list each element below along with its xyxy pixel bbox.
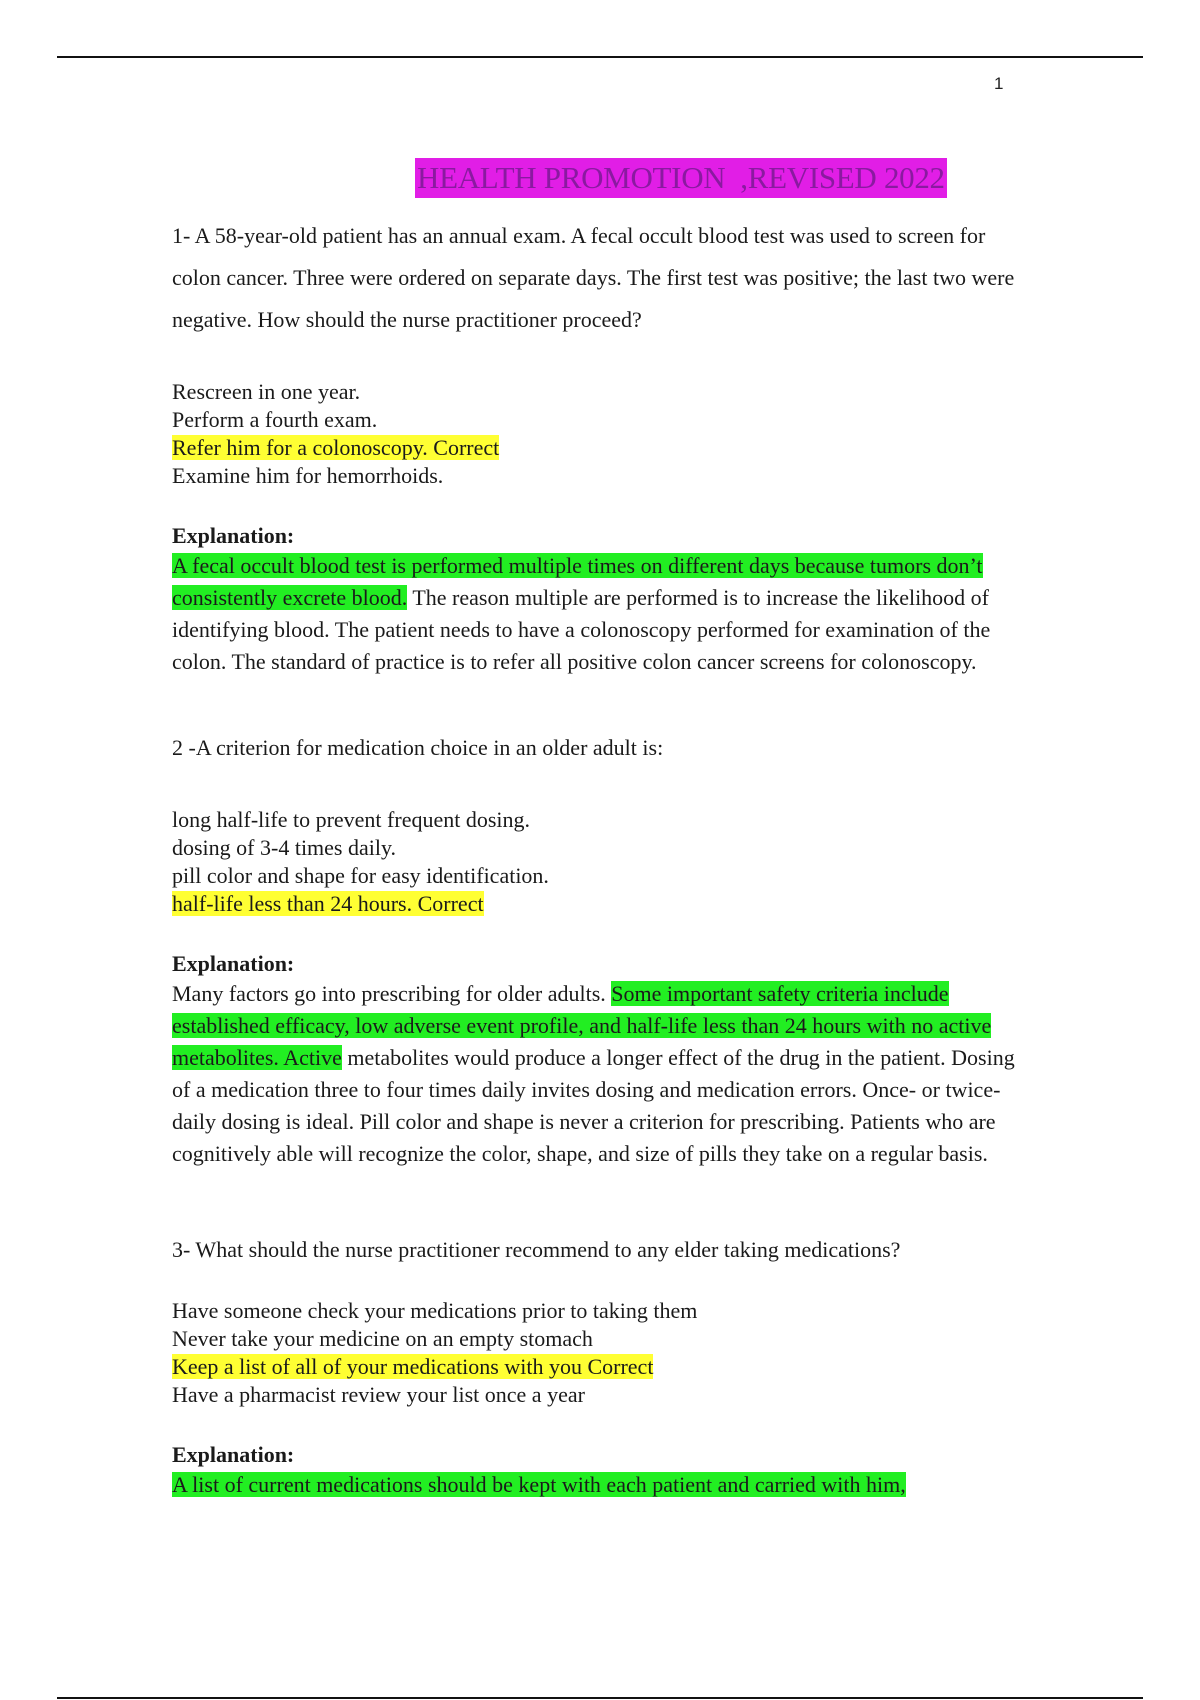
question-2-options: [172, 806, 1032, 918]
option-d: Have a pharmacist review your list once a year: [172, 1382, 585, 1407]
question-3: [172, 1229, 1032, 1271]
question-1: [172, 215, 1032, 341]
option-a: Have someone check your medications prior to taking them: [172, 1298, 698, 1323]
explanation-highlight: A fecal occult blood test is performed multiple times on different days because tumors don’t consistently excrete blood.: [172, 553, 983, 610]
question-3-options: [172, 1297, 1032, 1409]
option-b: dosing of 3-4 times daily.: [172, 835, 397, 860]
option-c-correct: Keep a list of all of your medications with you Correct: [172, 1354, 654, 1379]
explanation-heading: Explanation:: [172, 1442, 295, 1467]
page-number: 1: [994, 74, 1004, 93]
header-rule: [57, 56, 1143, 58]
title-block: [415, 158, 947, 198]
question-2: [172, 727, 1032, 769]
option-b: Never take your medicine on an empty stomach: [172, 1326, 593, 1351]
question-1-explanation: [172, 522, 1032, 678]
question-1-options: [172, 378, 1032, 490]
option-d: Examine him for hemorrhoids.: [172, 463, 444, 488]
explanation-text: [172, 978, 1032, 1170]
explanation-text: [172, 550, 1032, 678]
document-title: HEALTH PROMOTION ,REVISED 2022: [415, 158, 947, 198]
option-a: Rescreen in one year.: [172, 379, 361, 404]
explanation-highlight: Some important safety criteria include established efficacy, low adverse event profile, and half-life less than 24 hours with no active metabolites. Active: [172, 981, 992, 1070]
explanation-rest: The reason multiple are performed is to increase the likelihood of identifying blood. The patient needs to have a colonoscopy performed for examination of the colon. The standard of practice is to refer all positive colon cancer screens for colonoscopy.: [172, 585, 991, 674]
explanation-highlight: A list of current medications should be kept with each patient and carried with him,: [172, 1472, 906, 1497]
explanation-pre: Many factors go into prescribing for older adults.: [172, 981, 612, 1006]
question-2-explanation: [172, 950, 1032, 1170]
question-3-explanation: [172, 1441, 1032, 1501]
option-c-correct: Refer him for a colonoscopy. Correct: [172, 435, 500, 460]
explanation-heading: Explanation:: [172, 523, 295, 548]
question-stem: 1- A 58-year-old patient has an annual exam. A fecal occult blood test was used to screen for colon cancer. Three were ordered on separate days. The first test was positive; the last two were negative. How should the nurse practitioner proceed?: [172, 223, 1015, 332]
option-a: long half-life to prevent frequent dosing.: [172, 807, 531, 832]
footer-rule: [57, 1697, 1143, 1699]
explanation-rest: metabolites would produce a longer effect of the drug in the patient. Dosing of a medication three to four times daily invites dosing and medication errors. Once- or twice-daily dosing is ideal. Pill color and shape is never a criterion for prescribing. Patients who are cognitively able will recognize the color, shape, and size of pills they take on a regular basis.: [172, 1045, 1015, 1166]
question-stem: 2 -A criterion for medication choice in an older adult is:: [172, 735, 664, 760]
explanation-text: [172, 1469, 1032, 1501]
option-c: pill color and shape for easy identification.: [172, 863, 549, 888]
explanation-heading: Explanation:: [172, 951, 295, 976]
option-d-correct: half-life less than 24 hours. Correct: [172, 891, 484, 916]
question-stem: 3- What should the nurse practitioner recommend to any elder taking medications?: [172, 1237, 901, 1262]
option-b: Perform a fourth exam.: [172, 407, 378, 432]
